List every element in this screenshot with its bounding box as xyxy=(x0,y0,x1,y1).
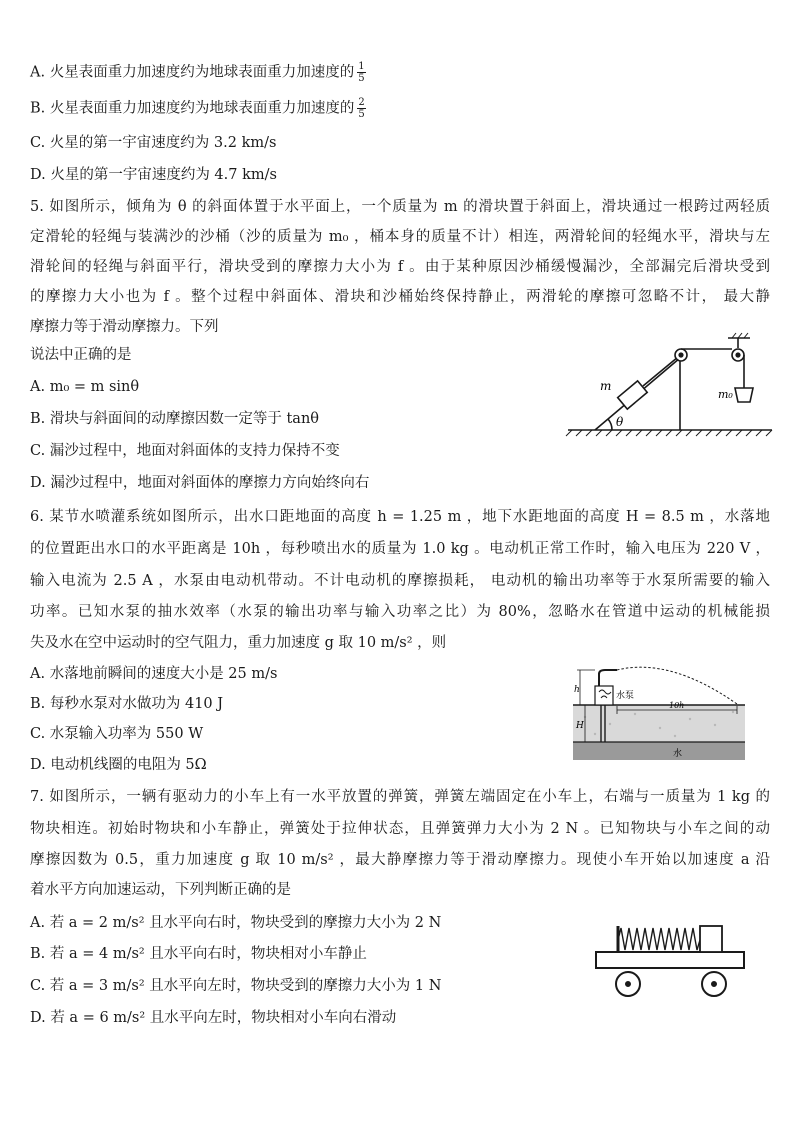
q5-stem-line-1: 5. 如图所示，倾角为 θ 的斜面体置于水平面上，一个质量为 m 的滑块置于斜面上，滑块通过一根跨过两轻质 xyxy=(30,199,770,215)
q6-option-b: B. 每秒水泵对水做功为 410 J xyxy=(30,696,224,712)
q7-option-d: D. 若 a = 6 m/s² 且水平向左时，物块相对小车向右滑动 xyxy=(30,1010,397,1026)
q7-stem-line-3: 摩擦因数为 0.5，重力加速度 g 取 10 m/s² ，最大静摩擦力等于滑动摩擦力。现使小车开始以加速度 a 沿 xyxy=(30,852,770,868)
fraction-one-fifth xyxy=(357,61,365,84)
label-h: h xyxy=(574,685,580,695)
cart-spring-figure xyxy=(590,918,750,1003)
q5-option-d: D. 漏沙过程中，地面对斜面体的摩擦力方向始终向右 xyxy=(30,475,370,491)
q7-stem-line-4: 着水平方向加速运动，下列判断正确的是 xyxy=(30,882,291,898)
q4-option-d: D. 火星的第一宇宙速度约为 4.7 km/s xyxy=(30,167,277,183)
q6-stem-line-3: 输入电流为 2.5 A ，水泵由电动机带动。不计电动机的摩擦损耗， 电动机的输出功率等于水泵所需要的输入 xyxy=(30,573,770,589)
q4-option-b xyxy=(30,97,366,120)
q7-option-a: A. 若 a = 2 m/s² 且水平向右时，物块受到的摩擦力大小为 2 N xyxy=(30,915,442,931)
q4-option-a xyxy=(30,61,366,84)
label-m0: m₀ xyxy=(718,388,733,401)
q7-stem-line-2: 物块相连。初始时物块和小车静止，弹簧处于拉伸状态，且弹簧弹力大小为 2 N 。已知物块与小车之间的动 xyxy=(30,821,770,837)
q6-stem-line-2: 的位置距出水口的水平距离是 10h ，每秒喷出水的质量为 1.0 kg 。电动机正常工作时，输入电压为 220 V ， xyxy=(30,541,770,557)
q6-stem-line-4: 功率。已知水泵的抽水效率（水泵的输出功率与输入功率之比）为 80%，忽略水在管道中运动的机械能损 xyxy=(30,604,770,620)
q6-stem-line-5: 失及水在空中运动时的空气阻力，重力加速度 g 取 10 m/s² ，则 xyxy=(30,635,447,651)
q7-option-c: C. 若 a = 3 m/s² 且水平向左时，物块受到的摩擦力大小为 1 N xyxy=(30,978,442,994)
label-10h: 10h xyxy=(669,701,685,710)
incline-pulley-figure xyxy=(560,330,780,440)
q5-option-a: A. m₀ = m sinθ xyxy=(30,379,140,395)
sprinkler-figure xyxy=(565,662,750,762)
q4-option-c: C. 火星的第一宇宙速度约为 3.2 km/s xyxy=(30,135,277,151)
label-water: 水 xyxy=(673,749,683,759)
q6-option-c: C. 水泵输入功率为 550 W xyxy=(30,726,204,742)
q5-stem-line-6: 说法中正确的是 xyxy=(30,347,132,363)
q6-stem-line-1: 6. 某节水喷灌系统如图所示，出水口距地面的高度 h = 1.25 m ，地下水距地面的高度 H = 8.5 m ，水落地 xyxy=(30,509,770,525)
label-pump: 水泵 xyxy=(616,691,635,701)
q7-option-b: B. 若 a = 4 m/s² 且水平向右时，物块相对小车静止 xyxy=(30,946,367,962)
q5-option-c: C. 漏沙过程中，地面对斜面体的支持力保持不变 xyxy=(30,443,340,459)
q5-stem-line-5: 摩擦力等于滑动摩擦力。下列 xyxy=(30,319,219,335)
q4-option-b-text: B. 火星表面重力加速度约为地球表面重力加速度的 xyxy=(30,100,355,117)
q4-option-a-text: A. 火星表面重力加速度约为地球表面重力加速度的 xyxy=(30,64,355,81)
fraction-numerator: 2 xyxy=(358,97,365,108)
q5-stem-line-4: 的摩擦力大小也为 f 。整个过程中斜面体、滑块和沙桶始终保持静止，两滑轮的摩擦可忽略不计， 最大静 xyxy=(30,289,770,305)
q5-stem-line-2: 定滑轮的轻绳与装满沙的沙桶（沙的质量为 m₀ ，桶本身的质量不计）相连，两滑轮间的轻绳水平，滑块与左 xyxy=(30,229,770,245)
fraction-denominator: 5 xyxy=(358,73,365,84)
label-theta: θ xyxy=(616,415,624,429)
fraction-denominator: 5 xyxy=(358,109,365,120)
fraction-numerator: 1 xyxy=(358,61,365,72)
q7-stem-line-1: 7. 如图所示，一辆有驱动力的小车上有一水平放置的弹簧，弹簧左端固定在小车上，右端与一质量为 1 kg 的 xyxy=(30,789,770,805)
fraction-two-fifths xyxy=(357,97,365,120)
q5-stem-line-3: 滑轮间的轻绳与斜面平行，滑块受到的摩擦力大小为 f 。由于某种原因沙桶缓慢漏沙，全部漏完后滑块受到 xyxy=(30,259,770,275)
label-m: m xyxy=(600,379,612,393)
label-H: H xyxy=(576,721,584,731)
q5-option-b: B. 滑块与斜面间的动摩擦因数一定等于 tanθ xyxy=(30,411,320,427)
q6-option-a: A. 水落地前瞬间的速度大小是 25 m/s xyxy=(30,666,278,682)
q6-option-d: D. 电动机线圈的电阻为 5Ω xyxy=(30,757,207,773)
